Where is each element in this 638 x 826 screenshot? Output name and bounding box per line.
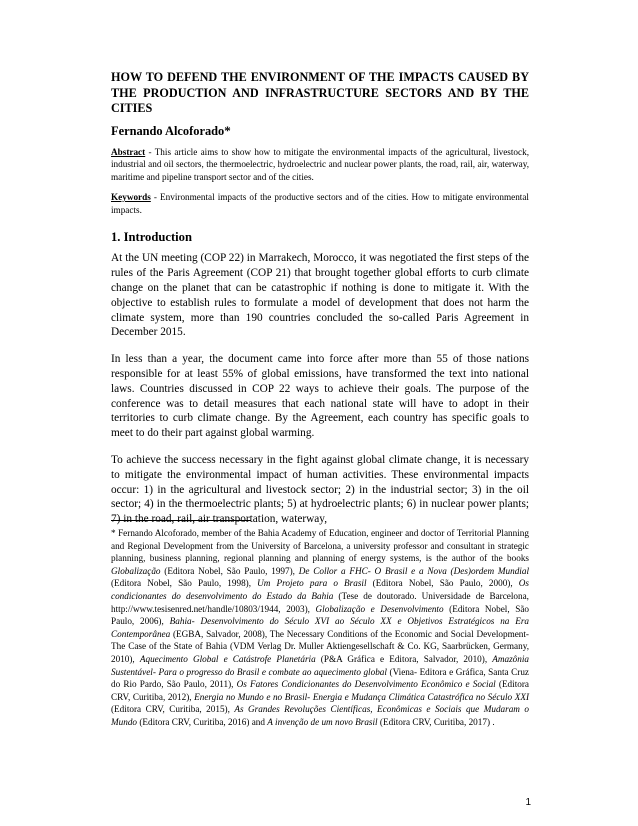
footnote-book-title: Bahia- Desenvolvimento do Século XVI ao Século XX e Objetivos Estratégicos na Era Contemporânea (111, 616, 529, 639)
footnote-text: (Editora Nobel, São Paulo, 2000), (366, 578, 519, 589)
author-line (111, 123, 529, 139)
footnote-text: (Editora Nobel, São Paulo, 1997), (160, 565, 299, 576)
footnote-text: (Editora CRV, Curitiba, 2016) and (137, 716, 268, 727)
footnote-book-title: Globalização e Desenvolvimento (315, 603, 444, 614)
main-content (111, 70, 529, 538)
footnote-book-title: Globalização (111, 565, 161, 576)
footnote-book-title: Um Projeto para o Brasil (257, 578, 367, 589)
footnote-text: (Tese de doutorado. Universidade de Barcelona, http://www.tesisenred.net/handle/10803/1944, 2003), (111, 590, 529, 614)
footnote-book-title: Os condicionantes do desenvolvimento do Estado da Bahia (111, 578, 529, 601)
footnote-text: (Editora CRV, Curitiba, 2015), (111, 704, 235, 715)
abstract-label: Abstract (111, 146, 146, 157)
footnote (111, 527, 529, 729)
footnote-text: * Fernando Alcoforado, member of the Bahia Academy of Education, engineer and doctor of Territorial Planning and Regional Development from the University of Barcelona, a university professor and consultant in strategic planning, business planning, regional planning and planning of energy systems, is the author of the books (111, 528, 529, 564)
section-heading: 1. Introduction (111, 230, 192, 245)
footnote-text: (Editora CRV, Curitiba, 2017) . (377, 716, 495, 727)
footnote-book-title: Amazônia Sustentável- Para o progresso do Brasil e combate ao aquecimento global (111, 653, 530, 677)
keywords-label: Keywords (111, 192, 151, 203)
footnote-book-title: Energia no Mundo e no Brasil- Energia e Mudança Climática Catastrófica no Século XXI (194, 691, 530, 702)
body-paragraph: To achieve the success necessary in the fight against global climate change, it is necessary to mitigate the environmental impact of human activities. These environmental impacts occur: 1) in the agricultural and livestock sector; 2) in the industrial sector; 3) in the oil sector; 4) in the thermoelectric plants; 5) at hydroelectric plants; 6) in nuclear power plants; 7) in the road, rail, air transportation, waterway, (111, 454, 529, 526)
abstract-text: - This article aims to show how to mitigate the environmental impacts of the agricultural, livestock, industrial and oil sectors, the thermoelectric, hydroelectric and nuclear power plants, the road, rail, air, waterway, maritime and pipeline transport sector and of the cities. (111, 146, 529, 182)
footnote-book-title: De Collor a FHC- O Brasil e a Nova (Des)ordem Mundial (298, 565, 530, 576)
page-title: HOW TO DEFEND THE ENVIRONMENT OF THE IMPACTS CAUSED BY THE PRODUCTION AND INFRASTRUCTURE SECTORS AND BY THE CITIES (111, 70, 529, 115)
author-name: Fernando Alcoforado (111, 123, 225, 138)
keywords-text: - Environmental impacts of the productive sectors and of the cities. How to mitigate environmental impacts. (111, 192, 529, 215)
body-paragraph: In less than a year, the document came into force after more than 55 of those nations responsible for at least 55% of global emissions, have transformed the text into national laws. Countries discussed in COP 22 ways to achieve their goals. The purpose of the conference was to detail measures that each national state will have to adopt in their territories to curb climate change. By the Agreement, each country has specific goals to meet to do their part against global warming. (111, 353, 529, 440)
footnote-text: (EGBA, Salvador, 2008), The Necessary Conditions of the Economic and Social Development-The Case of the State of Bahia (VDM Verlag Dr. Muller Aktiengesellschaft & Co. KG, Saarbrücken, Germany, 2010), (111, 628, 529, 664)
footnote-text: (Viena- Editora e Gráfica, Santa Cruz do Rio Pardo, São Paulo, 2011), (111, 666, 530, 690)
footnote-book-title: Os Fatores Condicionantes do Desenvolvimento Econômico e Social (236, 679, 496, 690)
footnote-text: (P&A Gráfica e Editora, Salvador, 2010), (315, 653, 493, 664)
footnote-book-title: Aquecimento Global e Catástrofe Planetária (139, 653, 316, 664)
footnote-divider (111, 520, 251, 521)
body-paragraph: At the UN meeting (COP 22) in Marrakech, Morocco, it was negotiated the first steps of the rules of the Paris Agreement (COP 21) that brought together global efforts to curb climate change on the planet that can be catastrophic if nothing is done to mitigate it. With the objective to establish rules to formulate a model of development that does not harm the climate system, more than 190 countries concluded the so-called Paris Agreement in December 2015. (111, 252, 529, 339)
footnote-text: (Editora Nobel, São Paulo, 1998), (111, 578, 258, 589)
page-number: 1 (525, 797, 531, 808)
footnote-text: (Editora CRV, Curitiba, 2012), (111, 679, 529, 702)
footnote-book-title: As Grandes Revoluções Científicas, Econômicas e Sociais que Mudaram o Mundo (111, 704, 529, 727)
footnote-book-title: A invenção de um novo Brasil (267, 716, 378, 727)
abstract (111, 146, 529, 184)
author-footnote-mark: * (224, 122, 231, 138)
keywords (111, 191, 529, 216)
footnote-text: (Editora Nobel, São Paulo, 2006), (111, 603, 529, 627)
